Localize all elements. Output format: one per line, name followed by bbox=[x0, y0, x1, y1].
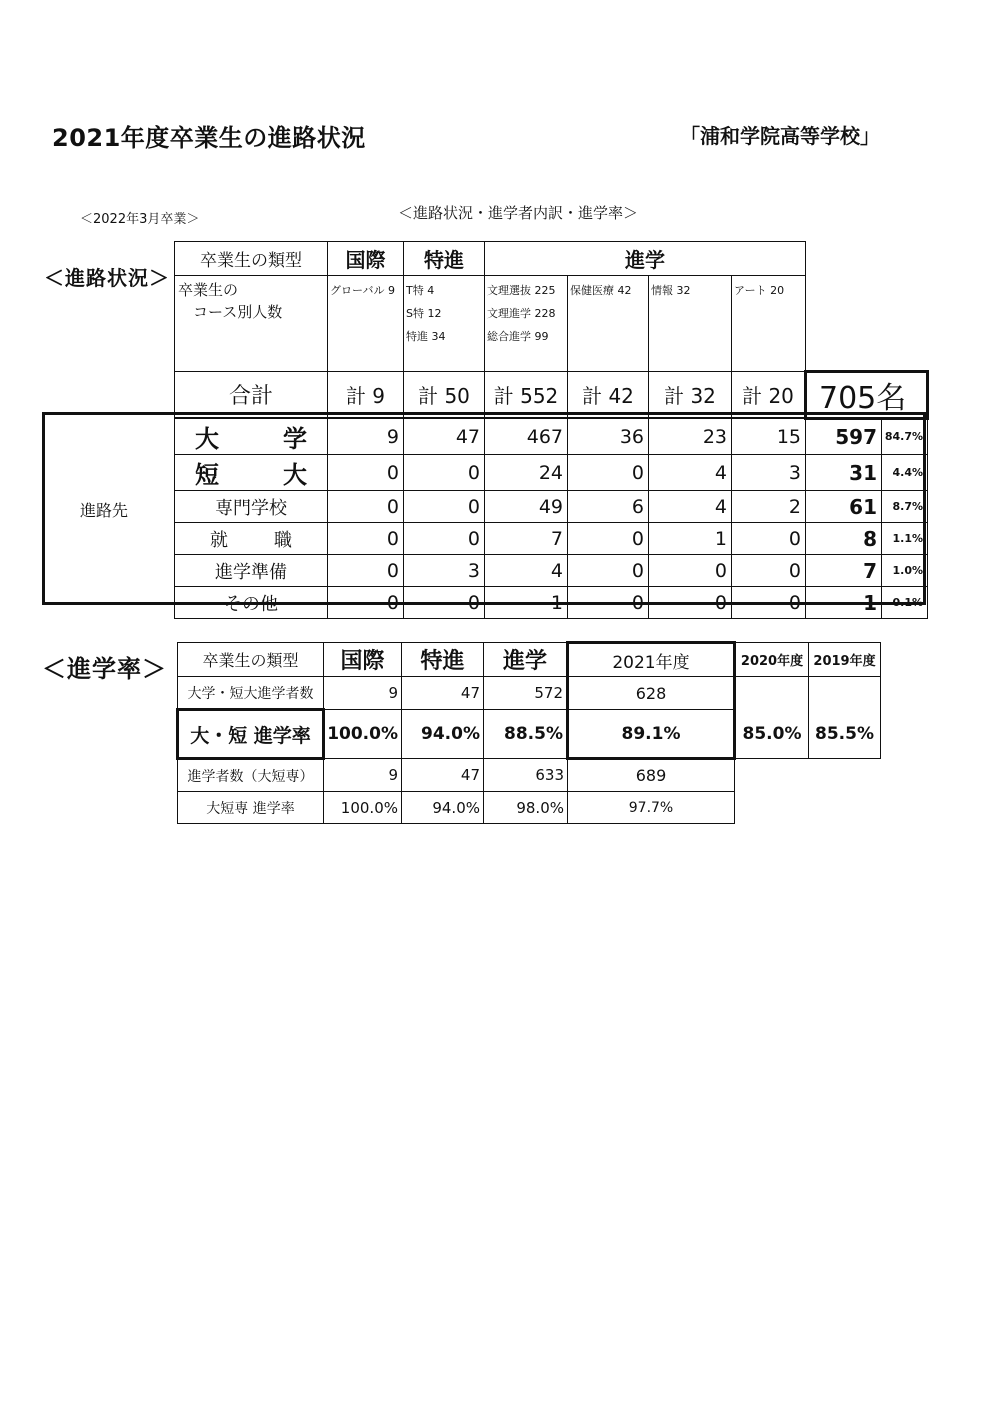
cell: 9 bbox=[324, 677, 402, 710]
row-percent: 0.1% bbox=[882, 587, 928, 619]
type-label: 卒業生の類型 bbox=[175, 242, 328, 276]
status-row-employment bbox=[175, 523, 928, 555]
rate-row-label: 大短専 進学率 bbox=[178, 792, 324, 824]
cell: 100.0% bbox=[324, 792, 402, 824]
page-title: 2021年度卒業生の進路状況 bbox=[52, 124, 366, 152]
status-row-university bbox=[175, 418, 928, 455]
cell: 0 bbox=[732, 587, 806, 619]
cell: 0 bbox=[732, 523, 806, 555]
row-percent: 84.7% bbox=[882, 418, 928, 455]
cell: 0 bbox=[649, 587, 732, 619]
grand-total: 705名 bbox=[806, 371, 928, 418]
rate-header-row bbox=[178, 643, 881, 677]
cell: 88.5% bbox=[484, 710, 568, 759]
graduation-date: ＜2022年3月卒業＞ bbox=[80, 212, 200, 227]
cell: 0 bbox=[404, 455, 485, 491]
row-sum: 1 bbox=[806, 587, 882, 619]
rate-row-all-rate bbox=[178, 792, 881, 824]
cell: 0 bbox=[328, 555, 404, 587]
destination-label: 進路先 bbox=[80, 501, 129, 520]
page-subtitle: ＜進路状況・進学者内訳・進学率＞ bbox=[398, 204, 639, 222]
rate-row-univ-count bbox=[178, 677, 881, 710]
row-label: 就 職 bbox=[175, 523, 328, 555]
cell: 467 bbox=[485, 418, 568, 455]
cell: 0 bbox=[568, 587, 649, 619]
total-art: 計 20 bbox=[732, 371, 806, 418]
cell: 0 bbox=[328, 455, 404, 491]
status-header-row bbox=[175, 242, 928, 276]
cell: 4 bbox=[485, 555, 568, 587]
course-hoken: 保健医療 42 bbox=[568, 276, 649, 372]
rate-table bbox=[176, 641, 881, 824]
cell: 2 bbox=[732, 491, 806, 523]
cell: 0 bbox=[732, 555, 806, 587]
cell: 0 bbox=[328, 523, 404, 555]
rate-header-2020: 2020年度 bbox=[735, 643, 809, 677]
rate-header-tokushin: 特進 bbox=[402, 643, 484, 677]
row-label: 専門学校 bbox=[175, 491, 328, 523]
row-percent: 8.7% bbox=[882, 491, 928, 523]
course-tokushin: T特 4 S特 12 特進 34 bbox=[404, 276, 485, 372]
cell: 98.0% bbox=[484, 792, 568, 824]
cell: 47 bbox=[402, 759, 484, 792]
course-bunri: 文理選抜 225 文理進学 228 総合進学 99 bbox=[485, 276, 568, 372]
cell: 23 bbox=[649, 418, 732, 455]
status-section-label: ＜進路状況＞ bbox=[44, 266, 170, 290]
status-row-junior-college bbox=[175, 455, 928, 491]
status-course-row bbox=[175, 276, 928, 372]
cell: 100.0% bbox=[324, 710, 402, 759]
cell: 9 bbox=[324, 759, 402, 792]
cell: 1 bbox=[485, 587, 568, 619]
row-label: 短 大 bbox=[175, 455, 328, 491]
header-tokushin: 特進 bbox=[404, 242, 485, 276]
status-total-row bbox=[175, 371, 928, 418]
cell: 633 bbox=[484, 759, 568, 792]
row-percent: 4.4% bbox=[882, 455, 928, 491]
total-hoken: 計 42 bbox=[568, 371, 649, 418]
rate-row-all-count bbox=[178, 759, 881, 792]
cell: 572 bbox=[484, 677, 568, 710]
rate-2020: 85.0% bbox=[735, 710, 809, 759]
course-joho: 情報 32 bbox=[649, 276, 732, 372]
cell: 94.0% bbox=[402, 792, 484, 824]
cell: 49 bbox=[485, 491, 568, 523]
row-percent: 1.0% bbox=[882, 555, 928, 587]
cell: 15 bbox=[732, 418, 806, 455]
rate-2021-main: 89.1% bbox=[568, 710, 735, 759]
status-row-vocational bbox=[175, 491, 928, 523]
rate-section-label: ＜進学率＞ bbox=[42, 655, 167, 683]
cell: 9 bbox=[328, 418, 404, 455]
status-row-prep bbox=[175, 555, 928, 587]
rate-2021-cell: 97.7% bbox=[568, 792, 735, 824]
cell: 4 bbox=[649, 455, 732, 491]
school-name: 「浦和学院高等学校」 bbox=[680, 124, 880, 148]
course-kokusai: グローバル 9 bbox=[328, 276, 404, 372]
cell: 0 bbox=[404, 491, 485, 523]
rate-row-label: 進学者数（大短専） bbox=[178, 759, 324, 792]
cell: 1 bbox=[649, 523, 732, 555]
cell: 24 bbox=[485, 455, 568, 491]
cell: 0 bbox=[404, 587, 485, 619]
rate-header-2021: 2021年度 bbox=[568, 643, 735, 677]
total-label: 合計 bbox=[175, 371, 328, 418]
row-sum: 31 bbox=[806, 455, 882, 491]
cell: 0 bbox=[568, 523, 649, 555]
total-joho: 計 32 bbox=[649, 371, 732, 418]
rate-header-kokusai: 国際 bbox=[324, 643, 402, 677]
row-sum: 8 bbox=[806, 523, 882, 555]
cell: 47 bbox=[402, 677, 484, 710]
total-kokusai: 計 9 bbox=[328, 371, 404, 418]
row-label: その他 bbox=[175, 587, 328, 619]
cell: 0 bbox=[404, 523, 485, 555]
course-label: 卒業生の コース別人数 bbox=[175, 276, 328, 372]
cell: 3 bbox=[404, 555, 485, 587]
cell: 0 bbox=[328, 587, 404, 619]
rate-header-shingaku: 進学 bbox=[484, 643, 568, 677]
rate-2021-cell: 689 bbox=[568, 759, 735, 792]
row-sum: 597 bbox=[806, 418, 882, 455]
cell: 36 bbox=[568, 418, 649, 455]
cell: 0 bbox=[328, 491, 404, 523]
cell: 7 bbox=[485, 523, 568, 555]
row-percent: 1.1% bbox=[882, 523, 928, 555]
row-sum: 7 bbox=[806, 555, 882, 587]
rate-2021-cell: 628 bbox=[568, 677, 735, 710]
status-table bbox=[174, 241, 929, 619]
row-label: 大 学 bbox=[175, 418, 328, 455]
cell: 94.0% bbox=[402, 710, 484, 759]
cell: 4 bbox=[649, 491, 732, 523]
total-bunri: 計 552 bbox=[485, 371, 568, 418]
cell: 0 bbox=[649, 555, 732, 587]
status-row-other bbox=[175, 587, 928, 619]
rate-2019: 85.5% bbox=[809, 710, 881, 759]
cell: 0 bbox=[568, 555, 649, 587]
cell: 6 bbox=[568, 491, 649, 523]
course-art: アート 20 bbox=[732, 276, 806, 372]
rate-header-2019: 2019年度 bbox=[809, 643, 881, 677]
cell: 47 bbox=[404, 418, 485, 455]
header-kokusai: 国際 bbox=[328, 242, 404, 276]
total-tokushin: 計 50 bbox=[404, 371, 485, 418]
row-sum: 61 bbox=[806, 491, 882, 523]
cell: 3 bbox=[732, 455, 806, 491]
row-label: 進学準備 bbox=[175, 555, 328, 587]
header-shingaku: 進学 bbox=[485, 242, 806, 276]
rate-row-label: 大学・短大進学者数 bbox=[178, 677, 324, 710]
rate-type-label: 卒業生の類型 bbox=[178, 643, 324, 677]
cell: 0 bbox=[568, 455, 649, 491]
rate-row-label: 大・短 進学率 bbox=[178, 710, 324, 759]
rate-row-univ-rate bbox=[178, 710, 881, 759]
